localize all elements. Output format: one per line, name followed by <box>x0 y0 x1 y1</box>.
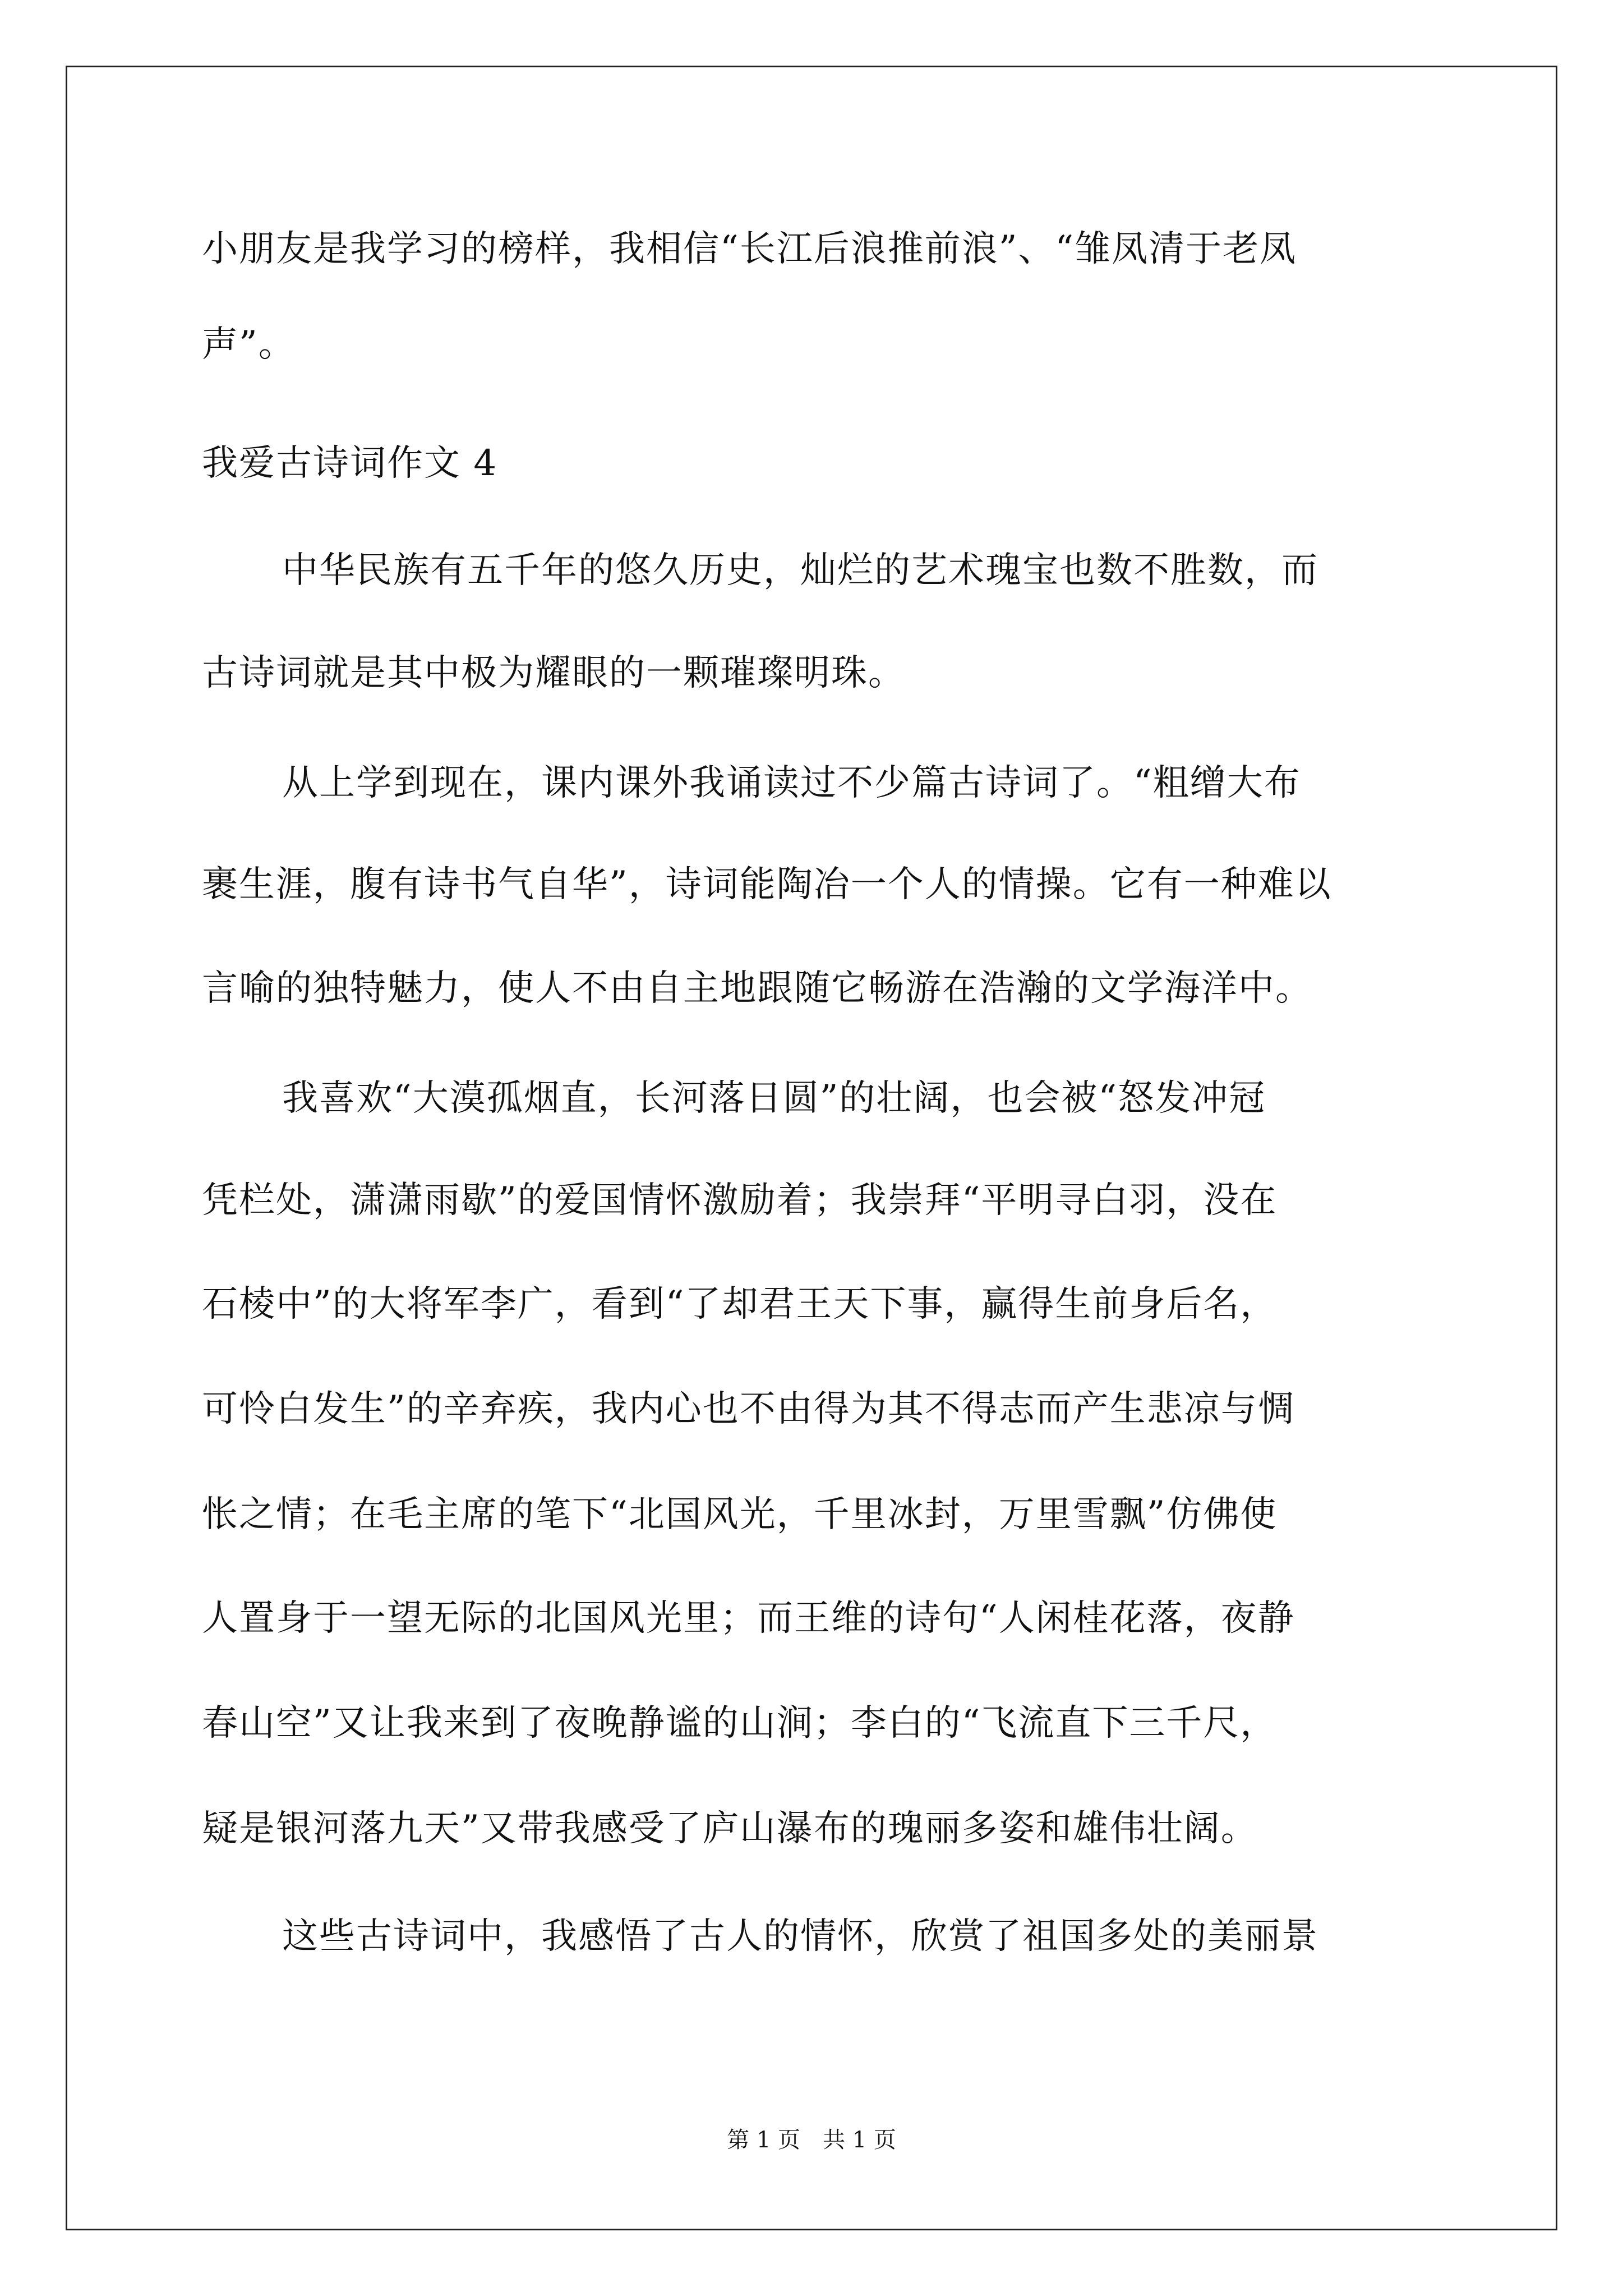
text-line: 石棱中”的大将军李广，看到“了却君王天下事，赢得生前身后名， <box>202 1283 1278 1325</box>
text-line: 疑是银河落九天”又带我感受了庐山瀑布的瑰丽多姿和雄伟壮阔。 <box>202 1808 1258 1849</box>
text-line: 可怜白发生”的辛弃疾，我内心也不由得为其不得志而产生悲凉与惆 <box>202 1388 1295 1430</box>
text-line: 裹生涯，腹有诗书气自华”，诗词能陶冶一个人的情操。它有一种难以 <box>202 864 1332 905</box>
text-line: 声”。 <box>202 324 296 365</box>
text-line: 小朋友是我学习的榜样，我相信“长江后浪推前浪”、“雏凤清于老凤 <box>202 228 1297 270</box>
text-line: 怅之情；在毛主席的笔下“北国风光，千里冰封，万里雪飘”仿佛使 <box>202 1494 1278 1535</box>
page-number-footer: 第 1 页 共 1 页 <box>727 2127 896 2153</box>
text-line: 言喻的独特魅力，使人不由自主地跟随它畅游在浩瀚的文学海洋中。 <box>202 968 1312 1009</box>
text-line: 古诗词就是其中极为耀眼的一颗璀璨明珠。 <box>202 652 905 694</box>
section-heading: 我爱古诗词作文 4 <box>202 443 498 484</box>
text-line: 凭栏处，潇潇雨歇”的爱国情怀激励着；我崇拜“平明寻白羽，没在 <box>202 1180 1278 1221</box>
text-line: 人置身于一望无际的北国风光里；而王维的诗句“人闲桂花落，夜静 <box>202 1598 1295 1639</box>
text-line: 中华民族有五千年的悠久历史，灿烂的艺术瑰宝也数不胜数，而 <box>282 550 1318 591</box>
text-line: 春山空”又让我来到了夜晚静谧的山涧；李白的“飞流直下三千尺， <box>202 1703 1278 1744</box>
page-border <box>66 66 1557 2230</box>
text-line: 这些古诗词中，我感悟了古人的情怀，欣赏了祖国多处的美丽景 <box>282 1916 1318 1957</box>
text-line: 我喜欢“大漠孤烟直，长河落日圆”的壮阔，也会被“怒发冲冠 <box>282 1078 1266 1119</box>
text-line: 从上学到现在，课内课外我诵读过不少篇古诗词了。“粗缯大布 <box>282 762 1301 804</box>
